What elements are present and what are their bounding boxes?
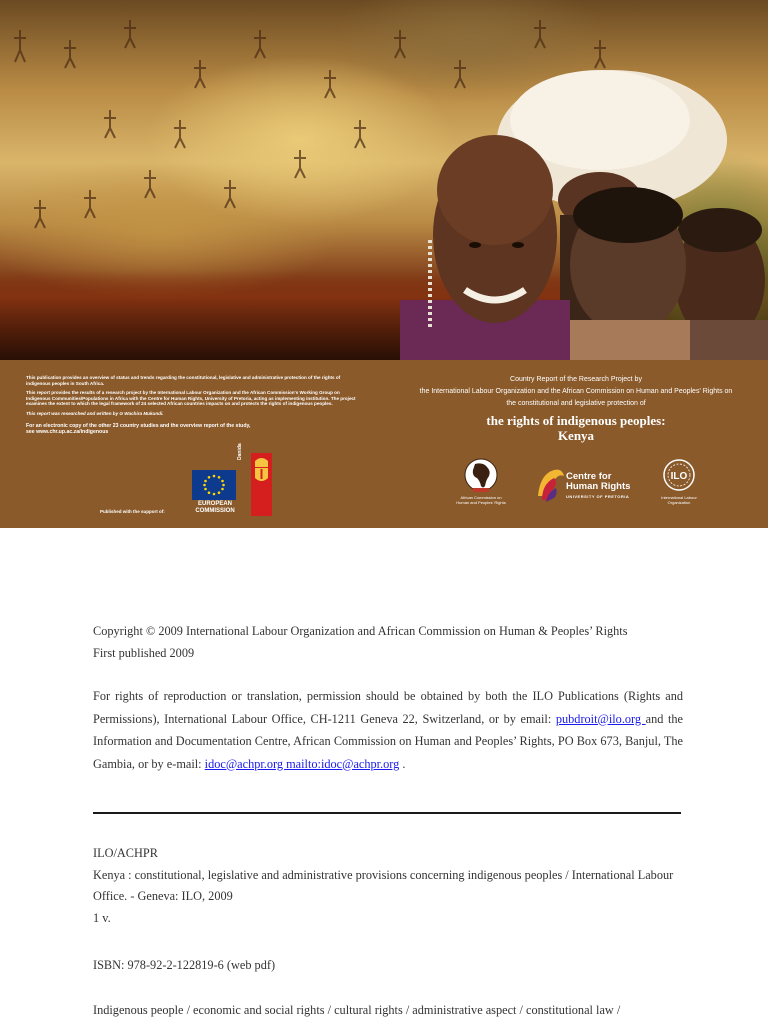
description-para-1: This publication provides an overview of status and trends regarding the constitutional, legislative and administrative protection of the rights of indigenous peoples in South Africa. xyxy=(26,375,341,386)
eu-caption: EUROPEAN COMMISSION xyxy=(195,501,235,514)
achpr-email-link[interactable]: idoc@achpr.org mailto:idoc@achpr.org xyxy=(204,756,400,771)
isbn: ISBN: 978-92-2-122819-6 (web pdf) xyxy=(93,958,276,972)
description-author: This report was researched and written by G Wachira Mukundi. xyxy=(26,410,164,416)
rights-paragraph xyxy=(93,685,683,775)
copyright-line: Copyright © 2009 International Labour Organization and African Commission on Human & Peoples’ Rights xyxy=(93,624,628,638)
electronic-copy-note xyxy=(26,423,356,436)
danida-crest-icon xyxy=(251,453,272,516)
report-title-block xyxy=(384,374,768,443)
horizontal-rule xyxy=(93,812,681,814)
ilo-mark-text: ILO xyxy=(670,471,688,482)
chr-emblem-icon xyxy=(534,466,566,504)
published-with-support: Published with the support of: xyxy=(100,509,165,514)
cover-photo xyxy=(0,0,768,360)
chr-university: UNIVERSITY OF PRETORIA xyxy=(566,494,630,499)
rights-text-2: and the Information and Documentation Centre, African Commission on Human and Peoples’ Rights, PO Box 673, Banjul, The Gambia, or by e-mail: xyxy=(93,711,683,771)
catalog-block xyxy=(93,843,683,929)
subject-keywords: Indigenous people / economic and social rights / cultural rights / administrative aspect / constitutional law / xyxy=(93,1003,621,1017)
first-published: First published 2009 xyxy=(93,646,195,660)
ilo-email-link[interactable]: pubdroit@ilo.org xyxy=(555,711,646,726)
cover-info-panel xyxy=(0,360,768,528)
catalog-org: ILO/ACHPR xyxy=(93,846,158,860)
copyright-block xyxy=(93,620,683,664)
rights-text-1: For rights of reproduction or translation, permission should be obtained by both the ILO Publications (Rights and Permissions), International Labour Office, CH-1211 Geneva 22, Switzerland, or by email: xyxy=(93,689,683,726)
electronic-line-2: see www.chr.up.ac.za/indigenous xyxy=(26,429,109,436)
report-line-2: the International Labour Organization and the African Commission on Human and Peoples' Rights on xyxy=(419,388,733,395)
electronic-line-1: For an electronic copy of the other 23 country studies and the overview report of the study, xyxy=(26,422,251,429)
report-line-3: the constitutional and legislative protection of xyxy=(506,400,646,407)
report-line-1: Country Report of the Research Project by xyxy=(510,376,642,383)
cover-illustration xyxy=(0,0,768,360)
achpr-logo: African Commission on Human and Peoples' Rights xyxy=(452,458,510,505)
ilo-emblem-icon xyxy=(655,458,703,494)
person-middle xyxy=(560,187,690,360)
report-main-title: the rights of indigenous peoples: xyxy=(486,413,666,428)
centre-for-human-rights-logo xyxy=(534,466,634,509)
catalog-volume: 1 v. xyxy=(93,910,111,925)
report-country: Kenya xyxy=(557,428,595,443)
ilo-logo: ILO International Labour Organization xyxy=(654,458,704,505)
chr-title: Centre for Human Rights xyxy=(566,471,631,492)
catalog-title: Kenya : constitutional, legislative and administrative provisions concerning indigenous peoples / International Labour Office. - Geneva: ILO, 2009 xyxy=(93,867,674,903)
rights-text-3: . xyxy=(399,756,406,771)
description-para-2: This report provides the results of a research project by the International Labour Organization and the African Commission's Working Group on Indigenous Communities/Populations in Africa with the Centre for Human Rights, University of Pretoria, acting as implementing institution. The project examines the extent to which the legal framework of 24 selected African countries impacts on and protects the rights of indigenous peoples. xyxy=(26,390,356,407)
danida-label: Danida xyxy=(237,443,243,460)
africa-map-icon xyxy=(459,458,503,494)
cover-description xyxy=(26,375,356,436)
eu-flag-icon xyxy=(192,470,236,500)
person-front xyxy=(400,135,570,360)
